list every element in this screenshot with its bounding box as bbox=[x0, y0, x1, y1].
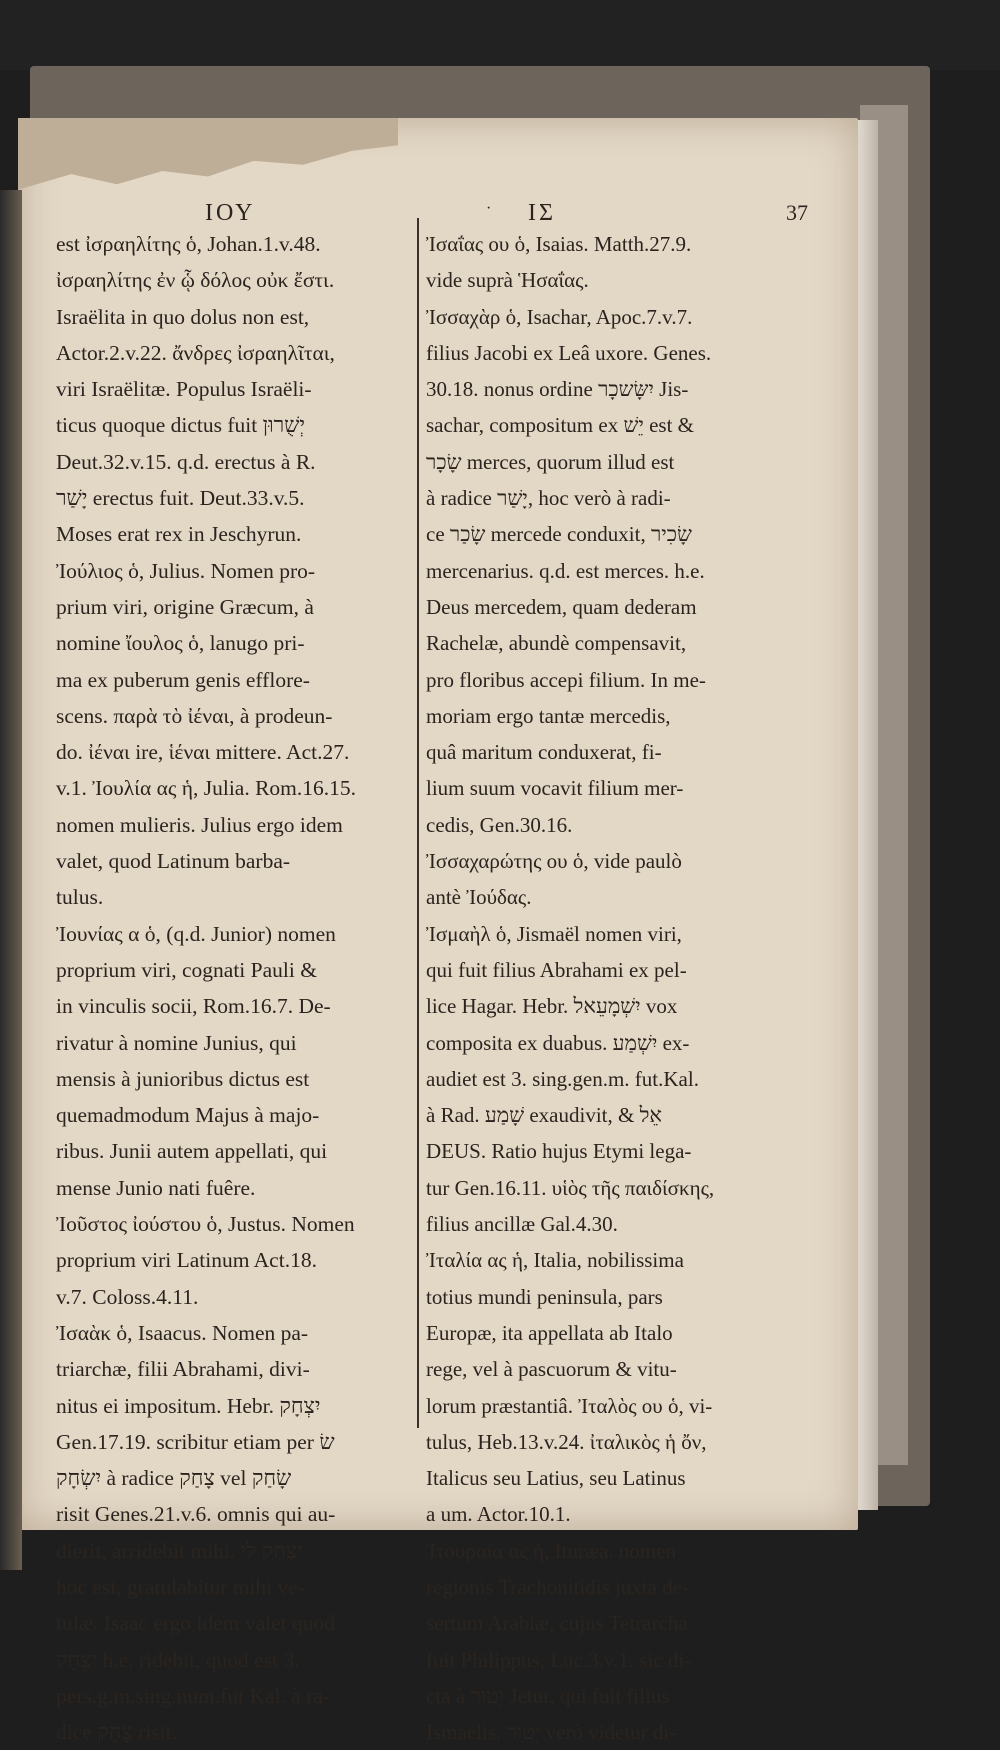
text-line: Ἰσσαχαρώτης ου ὁ, vide paulò bbox=[426, 849, 682, 874]
text-line: Ismaëlis. יְטוּר verò videtur di- bbox=[426, 1720, 677, 1745]
text-line: composita ex duabus. יִשְׁמַע ex- bbox=[426, 1030, 690, 1055]
text-line: viri Israëlitæ. Populus Israëli- bbox=[56, 377, 312, 402]
book-gutter bbox=[0, 190, 22, 1570]
text-line: Actor.2.v.22. ἄνδρες ἰσραηλῖται, bbox=[56, 340, 335, 365]
text-line: regionis Trachonitidis juxta de- bbox=[426, 1574, 690, 1599]
text-line: proprium viri Latinum Act.18. bbox=[56, 1248, 317, 1273]
right-column bbox=[426, 226, 781, 1750]
text-line: antè Ἰούδας. bbox=[426, 885, 532, 910]
text-line: à radice יָשַׁר, hoc verò à radi- bbox=[426, 486, 671, 511]
text-line: Ἰσαὰκ ὁ, Isaacus. Nomen pa- bbox=[56, 1320, 309, 1345]
text-line: à Rad. שָׁמַע exaudivit, & אֵל bbox=[426, 1103, 663, 1128]
text-line: quâ maritum conduxerat, fi- bbox=[426, 740, 662, 765]
left-column bbox=[56, 226, 411, 1750]
text-line: proprium viri, cognati Pauli & bbox=[56, 957, 317, 982]
text-line: ἰσραηλίτης ἐν ᾧ δόλος οὐκ ἔστι. bbox=[56, 268, 335, 293]
text-line: tur Gen.16.11. υἱὸς τῆς παιδίσκης, bbox=[426, 1175, 715, 1200]
text-line: sachar, compositum ex יֵשׁ est & bbox=[426, 413, 694, 438]
text-line: totius mundi peninsula, pars bbox=[426, 1284, 663, 1309]
text-line: nomine ἴουλος ὁ, lanugo pri- bbox=[56, 631, 305, 656]
text-line: Deus mercedem, quam dederam bbox=[426, 594, 697, 619]
text-line: יִשְׂחָק à radice צָחַק vel שָׂחַק bbox=[56, 1466, 292, 1491]
text-line: tulus, Heb.13.v.24. ἰταλικὸς ἡ ὄν, bbox=[426, 1429, 707, 1454]
text-line: יָשַׁר erectus fuit. Deut.33.v.5. bbox=[56, 486, 305, 511]
text-line: sertum Arabiæ, cujus Tetrarcha bbox=[426, 1611, 688, 1636]
text-line: Europæ, ita appellata ab Italo bbox=[426, 1320, 673, 1345]
text-line: Ἰταλία ας ἡ, Italia, nobilissima bbox=[426, 1248, 684, 1273]
text-line: prium viri, origine Græcum, à bbox=[56, 594, 314, 619]
running-head-left: ΙΟΥ bbox=[205, 200, 256, 226]
text-line: scens. παρὰ τὸ ἰέναι, à prodeun- bbox=[56, 703, 333, 728]
text-line: Deut.32.v.15. q.d. erectus à R. bbox=[56, 449, 316, 474]
text-line: a um. Actor.10.1. bbox=[426, 1502, 571, 1527]
column-rule bbox=[417, 218, 419, 1428]
text-line: valet, quod Latinum barba- bbox=[56, 849, 291, 874]
text-line: Ἰούλιος ὁ, Julius. Nomen pro- bbox=[56, 558, 316, 583]
text-line: ce שָׂכַר mercede conduxit, שָׂכִיר bbox=[426, 522, 692, 547]
text-line: Italicus seu Latius, seu Latinus bbox=[426, 1466, 686, 1491]
text-line: Moses erat rex in Jeschyrun. bbox=[56, 522, 302, 547]
text-line: cedis, Gen.30.16. bbox=[426, 812, 573, 837]
text-line: Ἰουνίας α ὁ, (q.d. Junior) nomen bbox=[56, 921, 336, 946]
text-line: שָׂכָר merces, quorum illud est bbox=[426, 449, 675, 474]
text-line: fuit Philippus, Luc.3.v.1. sic di- bbox=[426, 1647, 692, 1672]
running-head-right: ΙΣ bbox=[528, 200, 556, 226]
text-line: qui fuit filius Abrahami ex pel- bbox=[426, 957, 687, 982]
text-line: Ἰοῦστος ἰούστου ὁ, Justus. Nomen bbox=[56, 1212, 355, 1237]
text-line: rege, vel à pascuorum & vitu- bbox=[426, 1357, 677, 1382]
text-line: יִצְחָק h.e. ridebit, quod est 3. bbox=[56, 1647, 300, 1672]
text-line: tulæ. Isaac ergo idem valet quod bbox=[56, 1611, 336, 1636]
text-line: risit Genes.21.v.6. omnis qui au- bbox=[56, 1502, 336, 1527]
text-line: filius ancillæ Gal.4.30. bbox=[426, 1212, 618, 1237]
text-line: lium suum vocavit filium mer- bbox=[426, 776, 684, 801]
text-line: v.1. Ἰουλία ας ἡ, Julia. Rom.16.15. bbox=[56, 776, 357, 801]
text-line: ribus. Junii autem appellati, qui bbox=[56, 1139, 328, 1164]
text-line: cta à יְטוּר Jetur, qui fuit filius bbox=[426, 1683, 670, 1708]
text-line: filius Jacobi ex Leâ uxore. Genes. bbox=[426, 340, 712, 365]
text-line: Ἰσμαὴλ ὁ, Jismaël nomen viri, bbox=[426, 921, 682, 946]
text-line: rivatur à nomine Junius, qui bbox=[56, 1030, 297, 1055]
text-line: triarchæ, filii Abrahami, divi- bbox=[56, 1357, 310, 1382]
page-number: 37 bbox=[786, 200, 808, 225]
text-line: vide suprà Ἡσαΐας. bbox=[426, 268, 589, 293]
text-line: dierit, arridebit mihi. יִצְחַק לִי bbox=[56, 1538, 303, 1563]
text-line: tulus. bbox=[56, 885, 104, 910]
text-line: moriam ergo tantæ mercedis, bbox=[426, 703, 671, 728]
text-line: Israëlita in quo dolus non est, bbox=[56, 304, 310, 329]
text-line: Ἰσαΐας ου ὁ, Isaias. Matth.27.9. bbox=[426, 232, 692, 256]
text-line: in vinculis socii, Rom.16.7. De- bbox=[56, 994, 331, 1019]
text-line: 30.18. nonus ordine יִשָּׂשכָר Jis- bbox=[426, 377, 689, 402]
text-line: mercenarius. q.d. est merces. h.e. bbox=[426, 558, 705, 583]
text-line: est ἰσραηλίτης ὁ, Johan.1.v.48. bbox=[56, 232, 321, 256]
text-line: do. ἰέναι ire, ἱέναι mittere. Act.27. bbox=[56, 740, 350, 765]
text-line: Gen.17.19. scribitur etiam per שׂ bbox=[56, 1429, 335, 1454]
text-line: ticus quoque dictus fuit יְשֻׁרוּן bbox=[56, 413, 306, 438]
text-line: Ἰτουραία ας ἡ, Ituræa. nomen bbox=[426, 1538, 676, 1563]
text-line: v.7. Coloss.4.11. bbox=[56, 1284, 199, 1309]
text-line: dice צָחַק risit. bbox=[56, 1720, 177, 1745]
text-line: audiet est 3. sing.gen.m. fut.Kal. bbox=[426, 1066, 699, 1091]
text-line: pro floribus accepi filium. In me- bbox=[426, 667, 706, 692]
text-line: nomen mulieris. Julius ergo idem bbox=[56, 812, 343, 837]
text-line: Ἰσσαχὰρ ὁ, Isachar, Apoc.7.v.7. bbox=[426, 304, 693, 329]
background bbox=[0, 0, 1000, 70]
text-line: lorum præstantiâ. Ἰταλὸς ου ὁ, vi- bbox=[426, 1393, 713, 1418]
text-line: nitus ei impositum. Hebr. יִצְחָק bbox=[56, 1393, 321, 1418]
text-line: lice Hagar. Hebr. יִשְׁמָעֵאל vox bbox=[426, 994, 678, 1019]
text-line: quemadmodum Majus à majo- bbox=[56, 1103, 320, 1128]
text-line: Rachelæ, abundè compensavit, bbox=[426, 631, 687, 656]
text-line: hoc est, gratulabitur mihi ve- bbox=[56, 1574, 305, 1599]
text-line: DEUS. Ratio hujus Etymi lega- bbox=[426, 1139, 692, 1164]
running-head-mark: · bbox=[486, 200, 495, 217]
text-line: ma ex puberum genis efflore- bbox=[56, 667, 310, 692]
text-line: pers.g.m.sing.num.fut Kal. à ra- bbox=[56, 1683, 331, 1708]
text-line: mensis à junioribus dictus est bbox=[56, 1066, 310, 1091]
text-line: mense Junio nati fuêre. bbox=[56, 1175, 256, 1200]
